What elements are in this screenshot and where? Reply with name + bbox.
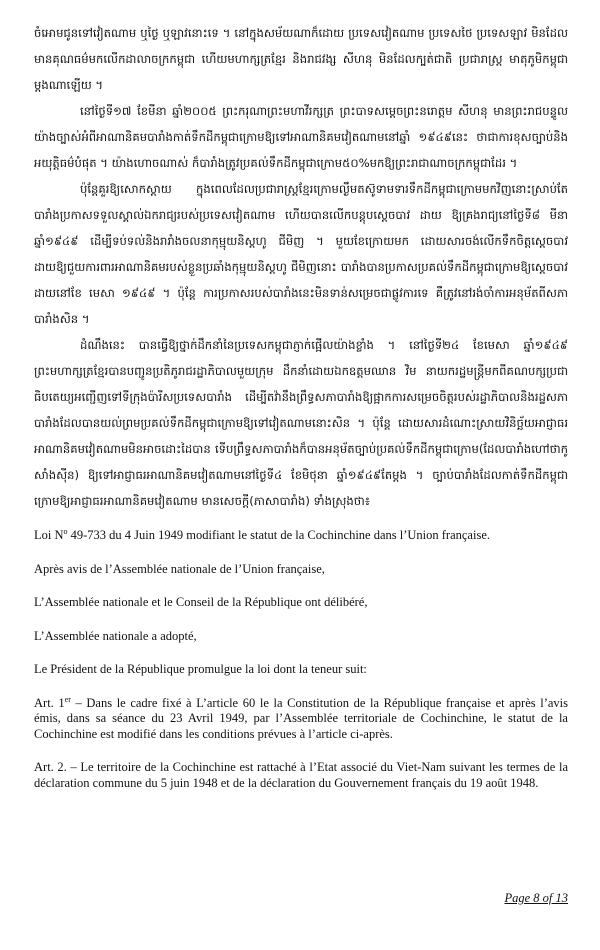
khmer-paragraph-1: ចំអោមជូនទៅវៀតណាម ឬថ្ងៃ ឬឡាវនោះទេ ។ នៅក្នុងសម័យណាក៏ដោយ ប្រទេសវៀតណាម ប្រទេសថៃ ប្រទេសឡាវ មិនដែលមានគុណធម៌មកលើកដាលាចក្រកម្ពុជា ហើយមហាក្សត្រខ្មែរ និងរាជវង្ស សីហនុ មិនដែលក្បត់ជាតិ ប្រជារាស្ត្រ មាតុភូមិកម្ពុជាម្តងណាឡើយ ។ [34,26,568,92]
french-law-text [34,528,568,791]
law-title-superscript: o [63,526,68,536]
law-adoption: L’Assemblée nationale a adopté, [34,628,197,643]
law-deliberation: L’Assemblée nationale et le Conseil de la République ont délibéré, [34,595,368,609]
khmer-paragraph-2: នៅថ្ងៃទី១៧ ខែមីនា ឆ្នាំ២០០៥ ព្រះករុណាព្រះមហាវីរក្សត្រ ព្រះបាទសម្តេចព្រះនរោត្តម សីហនុ មានព្រះរាជបន្ទូលយ៉ាងច្បាស់អំពីអាណានិគមបារាំងកាត់ទឹកដីកម្ពុជាក្រោមឱ្យទៅអាណានិគមវៀតណាមនៅឆ្នាំ ១៩៤៩នេះ ថាជាការខុសច្បាប់និងអយុត្តិធម៌បំផុត ។ យ៉ាងហោចណាស់ ក៏បារាំងត្រូវប្រគល់ទឹកដីកម្ពុជាក្រោម៥០%មកឱ្យព្រះរាជាណាចក្រកម្ពុជាដែរ ។ [34,104,568,170]
document-page [34,20,568,940]
law-title-rest: 49-733 du 4 Juin 1949 modifiant le statut de la Cochinchine dans l’Union française. [67,528,490,542]
law-article-2: Art. 2. – Le territoire de la Cochinchine est rattaché à l’Etat associé du Viet-Nam suivant les termes de la déclaration commune du 5 juin 1948 et de la déclaration du Gouvernement français du 19 août 1948. [34,760,568,790]
khmer-paragraph-3: ប៉ុន្តែគួរឱ្យសោកស្តាយ ក្នុងពេលដែលប្រជារាស្ត្រខ្មែរក្រោមល្ងឹមតស៊ូទាមទារទឹកដីកម្ពុជាក្រោមមកវិញនោះស្រាប់តែបារាំងប្រកាសទទួលស្គាល់ឯករាជ្យរបស់ប្រទេសវៀតណាម ហើយបានលើកបន្តុបស្តេចបាវ ដាយ ឱ្យគ្រងរាជ្យនៅថ្ងៃទី៨ មីនា ឆ្នាំ១៩៤៩ ដើម្បីទប់ទល់និងរារាំងចលនាកុម្មុយនិស្តហូ ជីមិញ ។ មួយខែក្រោយមក ដោយសារចង់លើកទឹកចិត្តស្តេចបាវ ដាយឱ្យជួយការពារអាណានិគមរបស់ខ្លួនប្រឆាំងកុម្មុយនិស្តហូ ជីមិញនោះ បារាំងបានប្រកាសប្រគល់ទឹកដីកម្ពុជាក្រោមឱ្យស្តេចបាវ ដាយនៅខែ មេសា ១៩៤៩ ។ ប៉ុន្តែ ការប្រកាសរបស់បារាំងនេះមិនទាន់សម្រេចជាផ្លូវការទេ គឺត្រូវនៅរង់ចាំការអនុម័តពីសភាបារាំងសិន ។ [34,182,568,326]
article-1-superscript: er [64,694,71,704]
khmer-text-section [34,20,568,514]
khmer-paragraph-4: ដំណឹងនេះ បានធ្វើឱ្យថ្នាក់ដឹកនាំនៃប្រទេសកម្ពុជាភ្ញាក់ផ្អើលយ៉ាងខ្លាំង ។ នៅថ្ងៃទី២៤ ខែមេសា ឆ្នាំ១៩៤៩ ព្រះមហាក្សត្រខ្មែរបានបញ្ជូនប្រតិភូរាជរដ្ឋាភិបាលមួយក្រុម ដឹកនាំដោយឯកឧត្តមឈាន វិម នាយករដ្ឋមន្ត្រីមកពីគណបក្សប្រជាធិបតេយ្យអញ្ជើញទៅទីក្រុងប៉ារីសប្រទេសបារាំង ដើម្បីតវ៉ានឹងព្រឹទ្ធសភាបារាំងឱ្យផ្អាកការសម្រេចចិត្តរបស់រដ្ឋាភិបាលនិងរដ្ឋសភាបារាំងដែលបានយល់ព្រមប្រគល់ទឹកដីកម្ពុជាក្រោមឱ្យទៅវៀតណាមនោះសិន ។ ប៉ុន្តែ ដោយសារដំណោះស្រាយវិនិច្ឆ័យអាជ្ញាធរអាណានិគមវៀតណាមមិនអាចដោះដៃបាន ទើបព្រឹទ្ធសភាបារាំងក៏បានអនុម័តច្បាប់ប្រគល់ទឹកដីកម្ពុជាក្រោម(ដែលបារាំងហៅថាកូសាំងស៊ីន) ឱ្យទៅអាជ្ញាធរអាណានិគមវៀតណាមនៅថ្ងៃទី៤ ខែមិថុនា ឆ្នាំ១៩៤៩តែម្តង ។ ច្បាប់បារាំងដែលកាត់ទឹកដីកម្ពុជាក្រោមឱ្យអាជ្ញាធរអាណានិគមវៀតណាម មានសេចក្តី(ភាសាបារាំង) ទាំងស្រុងថា៖ [34,338,568,508]
law-avis: Après avis de l’Assemblée nationale de l’Union française, [34,561,325,576]
article-1-prefix: Art. 1 [34,695,65,710]
law-article-1 [34,696,568,743]
law-title [34,528,568,544]
article-1-rest: – Dans le cadre fixé à L’article 60 le la Constitution de la République française et après l’avis émis, dans sa séance du 23 Avril 1949, par l’Assemblée territoriale de Cochinchine, le statut de la Cochinchine est modifié dans les conditions prévues à l’article ci-après. [34,695,569,741]
law-promulgation: Le Président de la République promulgue la loi dont la teneur suit: [34,662,367,676]
law-title-prefix: Loi N [34,528,64,542]
page-number: Page 8 of 13 [504,891,568,905]
